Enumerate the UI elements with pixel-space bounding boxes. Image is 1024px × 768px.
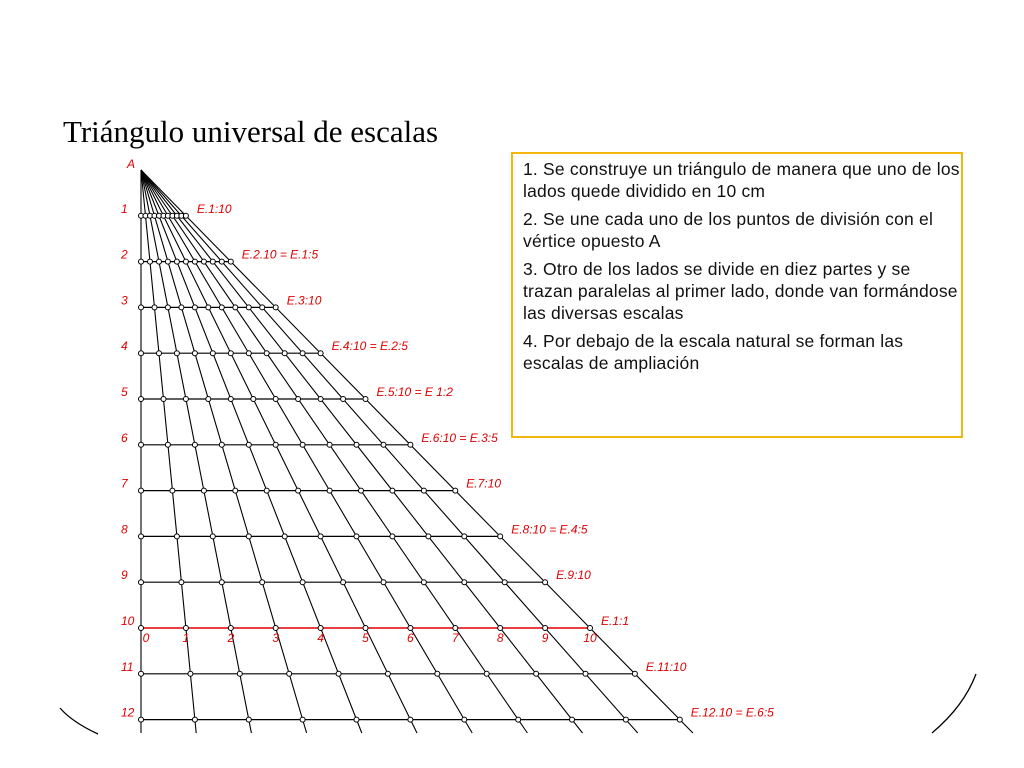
division-point [632, 671, 637, 676]
division-point [260, 580, 265, 585]
row-number-label: 2 [121, 247, 128, 262]
division-point [210, 351, 215, 356]
division-point [273, 442, 278, 447]
division-point [318, 351, 323, 356]
scale-label: E.7:10 [466, 476, 502, 491]
division-point [219, 442, 224, 447]
scale-label: E.4:10 = E.2:5 [331, 339, 408, 354]
division-point [354, 717, 359, 722]
division-number-label: 10 [583, 631, 597, 645]
row-number-label: 5 [121, 385, 128, 399]
division-point [543, 580, 548, 585]
division-point [210, 259, 215, 264]
division-point [246, 442, 251, 447]
division-point [502, 580, 507, 585]
row-number-label: 4 [121, 339, 128, 354]
division-point [206, 305, 211, 310]
division-point [498, 626, 503, 631]
division-point [148, 259, 153, 264]
division-point [426, 534, 431, 539]
division-point [183, 626, 188, 631]
division-point [139, 442, 144, 447]
page-title: Triángulo universal de escalas [63, 114, 439, 149]
division-point [264, 351, 269, 356]
division-point [677, 717, 682, 722]
division-point [341, 580, 346, 585]
division-number-label: 4 [317, 631, 324, 645]
division-point [237, 671, 242, 676]
division-point [246, 717, 251, 722]
division-point [165, 259, 170, 264]
division-point [273, 305, 278, 310]
division-point [318, 626, 323, 631]
division-point [543, 626, 548, 631]
division-point [408, 626, 413, 631]
division-point [484, 671, 489, 676]
row-number-label: 1 [121, 201, 128, 216]
decorative-arc-right [932, 674, 976, 733]
division-point [498, 534, 503, 539]
division-point [246, 305, 251, 310]
division-point [246, 351, 251, 356]
row-number-label: 9 [121, 568, 128, 583]
row-number-label: 11 [121, 659, 134, 674]
scale-label: E.6:10 = E.3:5 [421, 430, 498, 445]
division-point [623, 717, 628, 722]
division-point [408, 442, 413, 447]
instruction-step-3: 3. Otro de los lados se divide en diez partes y se trazan paralelas al primer lado, donde van formándose las diversas escalas [523, 259, 958, 323]
division-point [287, 671, 292, 676]
vertex-label: A [127, 157, 136, 171]
division-point [139, 488, 144, 493]
row-number-label: 7 [121, 476, 128, 491]
division-number-label: 8 [496, 631, 504, 645]
division-point [570, 717, 575, 722]
division-point [139, 534, 144, 539]
scale-label: E.1:1 [601, 614, 630, 628]
division-point [139, 717, 144, 722]
row-number-label: 6 [121, 430, 128, 445]
ray-line [141, 170, 251, 733]
division-point [385, 671, 390, 676]
scale-label: E.11:10 [645, 659, 687, 674]
division-point [453, 488, 458, 493]
row-number-label: 10 [121, 614, 135, 628]
ray-line [141, 170, 196, 733]
division-point [390, 534, 395, 539]
division-number-label: 3 [272, 631, 280, 645]
division-point [139, 259, 144, 264]
division-number-label: 5 [362, 631, 369, 645]
division-point [251, 397, 256, 402]
division-number-label: 6 [407, 631, 414, 645]
division-point [228, 259, 233, 264]
division-point [165, 305, 170, 310]
scale-label: E.3:10 [286, 293, 322, 308]
division-point [273, 397, 278, 402]
row-number-label: 12 [121, 705, 135, 720]
division-point [228, 351, 233, 356]
division-point [210, 534, 215, 539]
scale-label: E.2.10 = E.1:5 [241, 247, 319, 262]
division-point [296, 488, 301, 493]
division-point [174, 259, 179, 264]
division-point [341, 397, 346, 402]
division-point [219, 305, 224, 310]
division-point [300, 351, 305, 356]
division-point [219, 259, 224, 264]
division-number-label: 7 [451, 631, 459, 645]
division-point [363, 397, 368, 402]
division-point [534, 671, 539, 676]
division-point [273, 626, 278, 631]
division-point [139, 580, 144, 585]
division-point [219, 580, 224, 585]
division-point [192, 259, 197, 264]
division-point [462, 580, 467, 585]
division-number-label: 2 [227, 631, 235, 645]
division-point [157, 351, 162, 356]
division-point [408, 717, 413, 722]
division-point [233, 488, 238, 493]
division-point [139, 305, 144, 310]
division-point [183, 213, 188, 218]
division-point [359, 488, 364, 493]
division-point [421, 488, 426, 493]
scale-label: E.8:10 = E.4:5 [511, 522, 588, 537]
division-point [381, 442, 386, 447]
division-point [363, 626, 368, 631]
division-point [327, 442, 332, 447]
scale-label: E.5:10 = E 1:2 [376, 385, 453, 399]
division-point [462, 717, 467, 722]
division-point [246, 534, 251, 539]
row-number-label: 8 [121, 522, 128, 537]
division-point [516, 717, 521, 722]
division-point [381, 580, 386, 585]
division-point [192, 351, 197, 356]
instructions-box [511, 152, 963, 438]
division-point [354, 442, 359, 447]
decorative-arc-left [60, 708, 98, 734]
division-point [282, 534, 287, 539]
division-point [233, 305, 238, 310]
division-point [300, 717, 305, 722]
division-point [161, 397, 166, 402]
division-point [588, 626, 593, 631]
scale-label: E.12.10 = E.6:5 [690, 705, 774, 720]
division-point [300, 442, 305, 447]
division-point [318, 534, 323, 539]
division-point [139, 397, 144, 402]
division-point [157, 259, 162, 264]
division-point [183, 397, 188, 402]
division-point [179, 305, 184, 310]
division-point [201, 488, 206, 493]
division-point [179, 580, 184, 585]
division-point [228, 626, 233, 631]
division-point [174, 534, 179, 539]
division-point [183, 259, 188, 264]
division-point [336, 671, 341, 676]
division-point [264, 488, 269, 493]
division-number-label: 9 [541, 631, 549, 645]
division-point [139, 626, 144, 631]
division-point [583, 671, 588, 676]
division-point [174, 351, 179, 356]
division-point [354, 534, 359, 539]
division-point [327, 488, 332, 493]
division-point [318, 397, 323, 402]
instruction-step-2: 2. Se une cada uno de los puntos de división con el vértice opuesto A [523, 209, 934, 251]
division-number-label: 1 [182, 631, 190, 645]
division-number-label: 0 [142, 631, 150, 645]
division-point [192, 442, 197, 447]
division-point [435, 671, 440, 676]
instruction-step-4: 4. Por debajo de la escala natural se forman las escalas de ampliación [523, 331, 904, 373]
division-point [165, 442, 170, 447]
division-point [453, 626, 458, 631]
ray-line [141, 170, 527, 733]
division-point [139, 671, 144, 676]
scale-label: E.9:10 [556, 568, 591, 583]
division-point [228, 397, 233, 402]
row-number-label: 3 [121, 293, 128, 308]
instruction-step-1: 1. Se construye un triángulo de manera que uno de los lados quede dividido en 10 cm [523, 159, 960, 201]
division-point [188, 671, 193, 676]
division-point [462, 534, 467, 539]
division-point [170, 488, 175, 493]
division-point [296, 397, 301, 402]
division-point [152, 305, 157, 310]
division-point [300, 580, 305, 585]
division-point [206, 397, 211, 402]
division-point [390, 488, 395, 493]
division-point [282, 351, 287, 356]
division-point [260, 305, 265, 310]
division-point [421, 580, 426, 585]
scale-label: E.1:10 [196, 201, 232, 216]
division-point [192, 305, 197, 310]
division-point [192, 717, 197, 722]
division-point [201, 259, 206, 264]
division-point [139, 351, 144, 356]
